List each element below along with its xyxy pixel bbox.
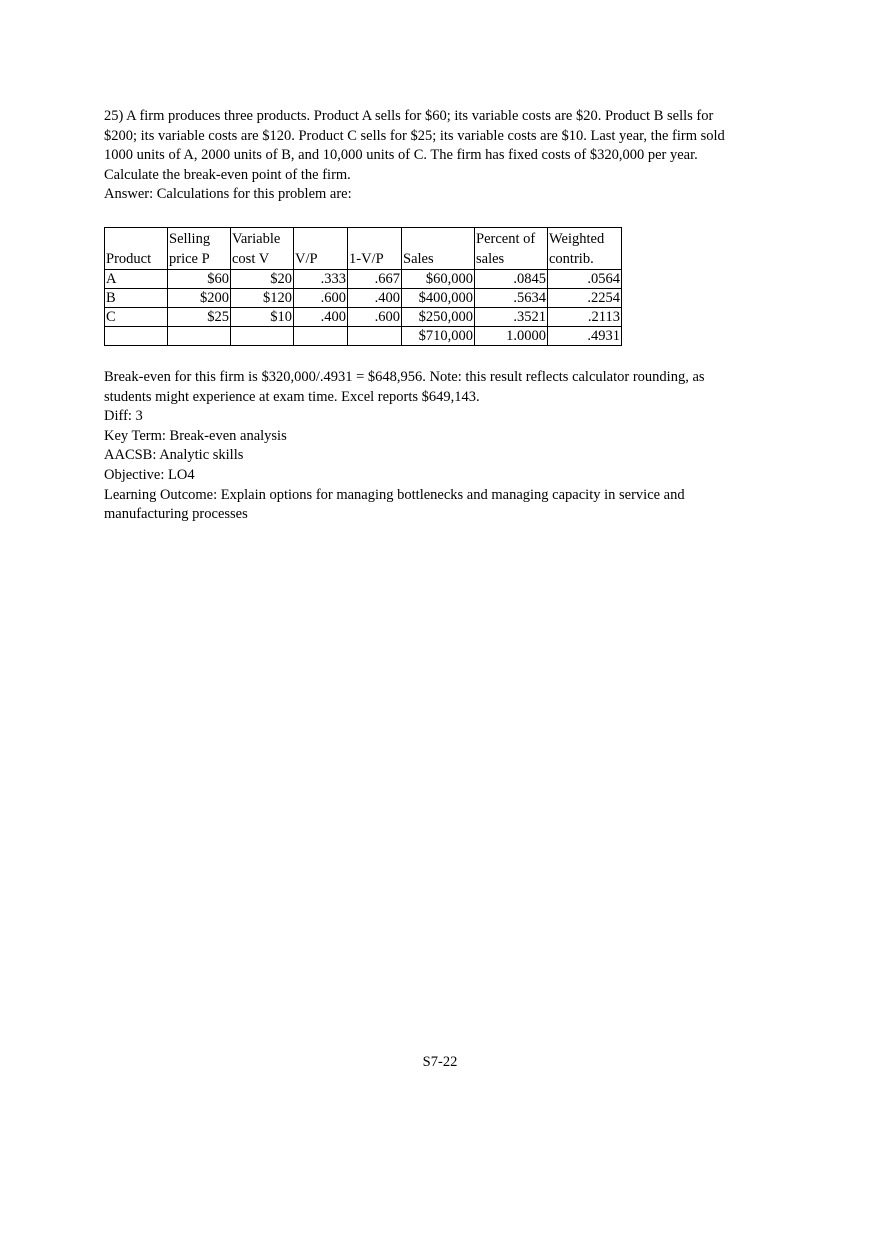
difficulty-label: Diff: 3 bbox=[104, 408, 143, 425]
table-cell: .400 bbox=[348, 288, 402, 307]
key-term-label: Key Term: Break-even analysis bbox=[104, 427, 287, 444]
question-block bbox=[104, 107, 744, 525]
table-cell: B bbox=[105, 288, 168, 307]
header-one-minus-v-over-p: 1-V/P bbox=[348, 227, 402, 269]
table-cell: $250,000 bbox=[402, 307, 475, 326]
objective-label: Objective: LO4 bbox=[104, 466, 195, 483]
table-cell: $20 bbox=[231, 269, 294, 288]
table-cell: .667 bbox=[348, 269, 402, 288]
header-weighted-contrib: Weighted contrib. bbox=[548, 227, 622, 269]
answer-intro: Answer: Calculations for this problem are: bbox=[104, 186, 352, 203]
calculation-table bbox=[104, 227, 622, 346]
answer-details bbox=[104, 368, 744, 525]
table-cell: $25 bbox=[168, 307, 231, 326]
table-cell bbox=[168, 326, 231, 345]
header-product: Product bbox=[105, 227, 168, 269]
table-cell: .0564 bbox=[548, 269, 622, 288]
table-cell: $60 bbox=[168, 269, 231, 288]
table-cell: .2254 bbox=[548, 288, 622, 307]
table-cell: A bbox=[105, 269, 168, 288]
table-cell: .400 bbox=[294, 307, 348, 326]
header-v-over-p: V/P bbox=[294, 227, 348, 269]
table-row bbox=[105, 269, 622, 288]
table-cell: .5634 bbox=[475, 288, 548, 307]
question-text: 25) A firm produces three products. Product A sells for $60; its variable costs are $20. Product B sells for $200; its variable costs are $120. Product C sells for $25; its variable costs are $10. Last year, the firm sold 1000 units of A, 2000 units of B, and 10,000 units of C. The firm has fixed costs of $320,000 per year. Calculate the break-even point of the firm. bbox=[104, 108, 725, 183]
header-selling-price: Selling price P bbox=[168, 227, 231, 269]
table-cell: 1.0000 bbox=[475, 326, 548, 345]
explanation-text: Break-even for this firm is $320,000/.4931 = $648,956. Note: this result reflects calculator rounding, as students might experience at exam time. Excel reports $649,143. bbox=[104, 368, 705, 405]
table-cell: .2113 bbox=[548, 307, 622, 326]
table-cell bbox=[294, 326, 348, 345]
table-cell: .4931 bbox=[548, 326, 622, 345]
table-cell: .600 bbox=[294, 288, 348, 307]
table-cell bbox=[231, 326, 294, 345]
table-total-row bbox=[105, 326, 622, 345]
learning-outcome-label: Learning Outcome: Explain options for managing bottlenecks and managing capacity in service and manufacturing processes bbox=[104, 486, 685, 523]
table-cell: $10 bbox=[231, 307, 294, 326]
header-variable-cost: Variable cost V bbox=[231, 227, 294, 269]
table-header-row bbox=[105, 227, 622, 269]
page-number: S7-22 bbox=[422, 1054, 458, 1070]
table-cell: C bbox=[105, 307, 168, 326]
table-cell: $710,000 bbox=[402, 326, 475, 345]
table-cell: .3521 bbox=[475, 307, 548, 326]
table-cell bbox=[348, 326, 402, 345]
table-cell: $120 bbox=[231, 288, 294, 307]
table-cell: .333 bbox=[294, 269, 348, 288]
table-cell bbox=[105, 326, 168, 345]
table-cell: $400,000 bbox=[402, 288, 475, 307]
table-cell: $200 bbox=[168, 288, 231, 307]
header-percent-of-sales: Percent of sales bbox=[475, 227, 548, 269]
table-row bbox=[105, 307, 622, 326]
header-sales: Sales bbox=[402, 227, 475, 269]
table-cell: .600 bbox=[348, 307, 402, 326]
table-row bbox=[105, 288, 622, 307]
table-cell: .0845 bbox=[475, 269, 548, 288]
table-cell: $60,000 bbox=[402, 269, 475, 288]
aacsb-label: AACSB: Analytic skills bbox=[104, 447, 244, 464]
